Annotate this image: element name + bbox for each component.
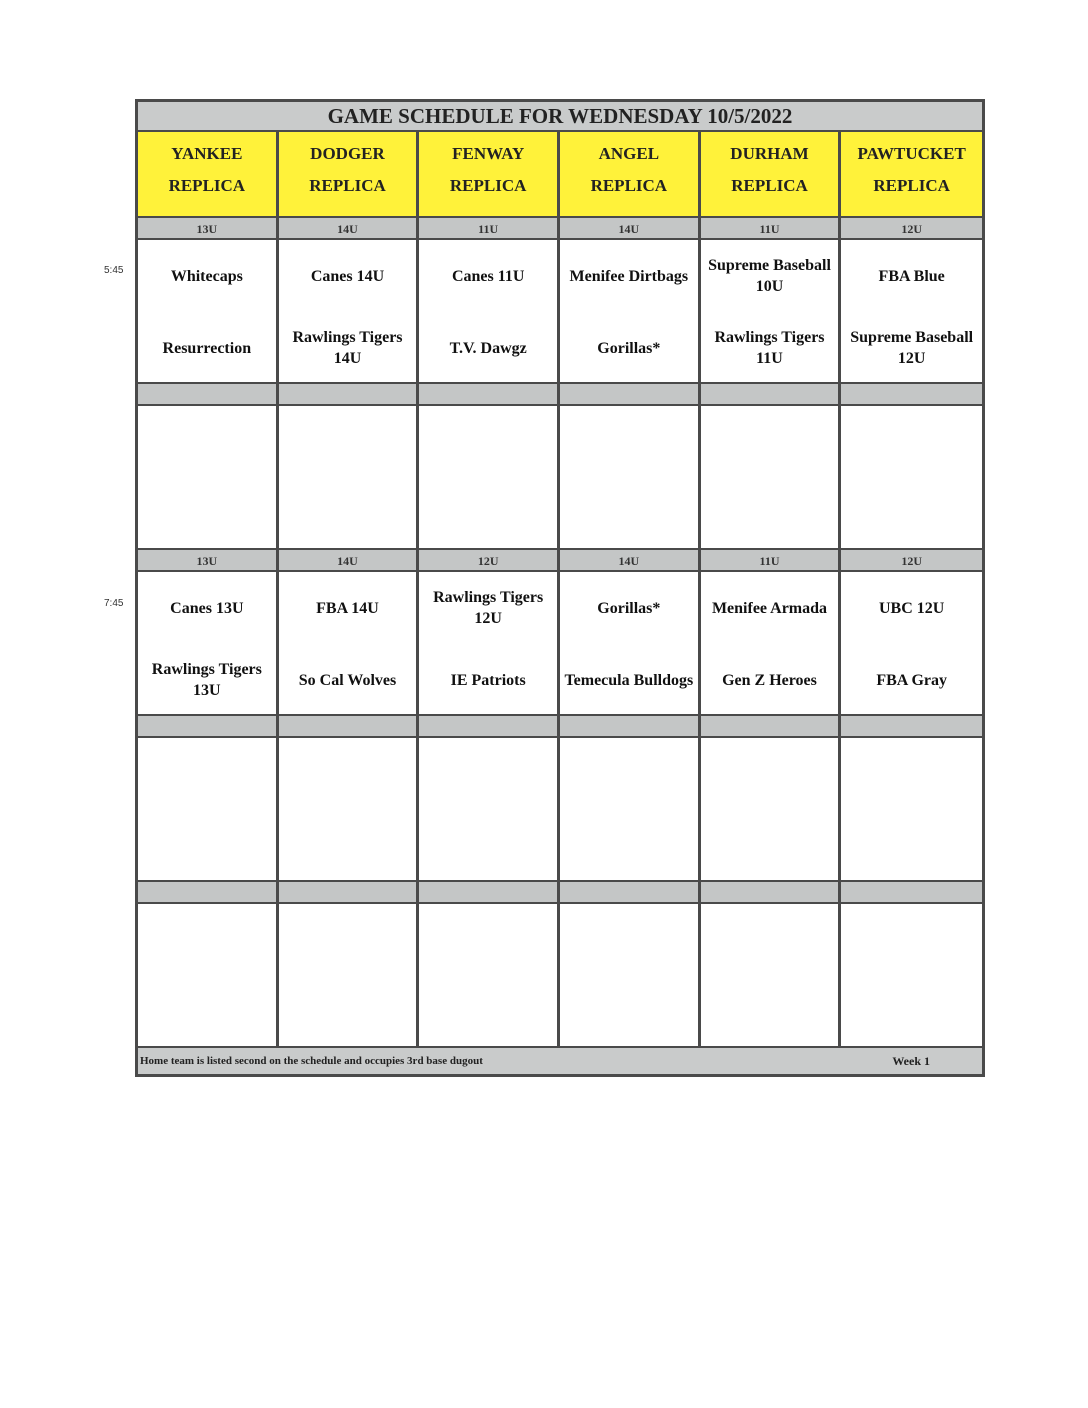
home-team: Temecula Bulldogs [564,671,694,689]
home-team: Gorillas* [597,339,661,357]
home-team: Rawlings Tigers 11U [714,329,825,367]
time-label-slot-1: 5:45 [104,265,124,276]
time-label-slot-2: 7:45 [104,598,124,609]
age-division: 11U [701,550,842,572]
footer-bar [138,1048,982,1074]
home-team: Rawlings Tigers 14U [292,329,403,367]
away-team: Supreme Baseball 10U [708,257,831,295]
field-header-pawtucket: PAWTUCKET REPLICA [841,132,982,218]
age-row-empty [138,384,982,406]
game-cell [560,572,701,716]
away-team: FBA 14U [316,599,379,617]
game-cell [841,240,982,384]
home-team: Resurrection [162,339,252,357]
away-team: Canes 11U [451,267,525,285]
schedule-title: GAME SCHEDULE FOR WEDNESDAY 10/5/2022 [138,102,982,132]
game-cell [138,240,279,384]
game-cell [560,240,701,384]
game-row-slot-2 [138,572,982,716]
home-team: Rawlings Tigers 13U [151,661,262,699]
away-team: Menifee Dirtbags [569,267,689,285]
empty-game-row [138,406,982,550]
age-division: 14U [560,218,701,240]
age-division: 12U [419,550,560,572]
week-label: Week 1 [892,1054,930,1068]
field-header-row [138,132,982,218]
away-team: UBC 12U [878,599,945,617]
away-team: Rawlings Tigers 12U [433,589,544,627]
age-division: 14U [560,550,701,572]
home-team: FBA Gray [876,671,947,689]
away-team: Canes 13U [170,599,244,617]
field-header-dodger: DODGER REPLICA [279,132,420,218]
away-team: Whitecaps [170,267,243,285]
age-division: 13U [138,218,279,240]
schedule-table [135,99,985,1077]
empty-game-row [138,904,982,1048]
away-team: Gorillas* [597,599,661,617]
home-team: So Cal Wolves [298,671,397,689]
game-cell [841,572,982,716]
game-cell [279,572,420,716]
field-header-yankee: YANKEE REPLICA [138,132,279,218]
game-row-slot-1 [138,240,982,384]
game-cell [419,572,560,716]
empty-game-row [138,738,982,882]
age-division: 11U [701,218,842,240]
field-header-durham: DURHAM REPLICA [701,132,842,218]
home-team-note: Home team is listed second on the schedule and occupies 3rd base dugout [140,1055,483,1067]
age-division: 14U [279,218,420,240]
age-division: 13U [138,550,279,572]
home-team: Supreme Baseball 12U [850,329,974,367]
away-team: Menifee Armada [711,599,828,617]
game-cell [419,240,560,384]
age-row-slot-1 [138,218,982,240]
game-cell [138,572,279,716]
age-row-slot-2 [138,550,982,572]
age-row-empty [138,716,982,738]
age-row-empty [138,882,982,904]
home-team: T.V. Dawgz [449,339,527,357]
game-cell [279,240,420,384]
age-division: 12U [841,218,982,240]
home-team: Gen Z Heroes [722,671,817,689]
game-cell [701,240,842,384]
field-header-angel: ANGEL REPLICA [560,132,701,218]
away-team: FBA Blue [878,267,945,285]
age-division: 11U [419,218,560,240]
age-division: 12U [841,550,982,572]
home-team: IE Patriots [450,671,526,689]
age-division: 14U [279,550,420,572]
field-header-fenway: FENWAY REPLICA [419,132,560,218]
away-team: Canes 14U [310,267,385,285]
game-cell [701,572,842,716]
